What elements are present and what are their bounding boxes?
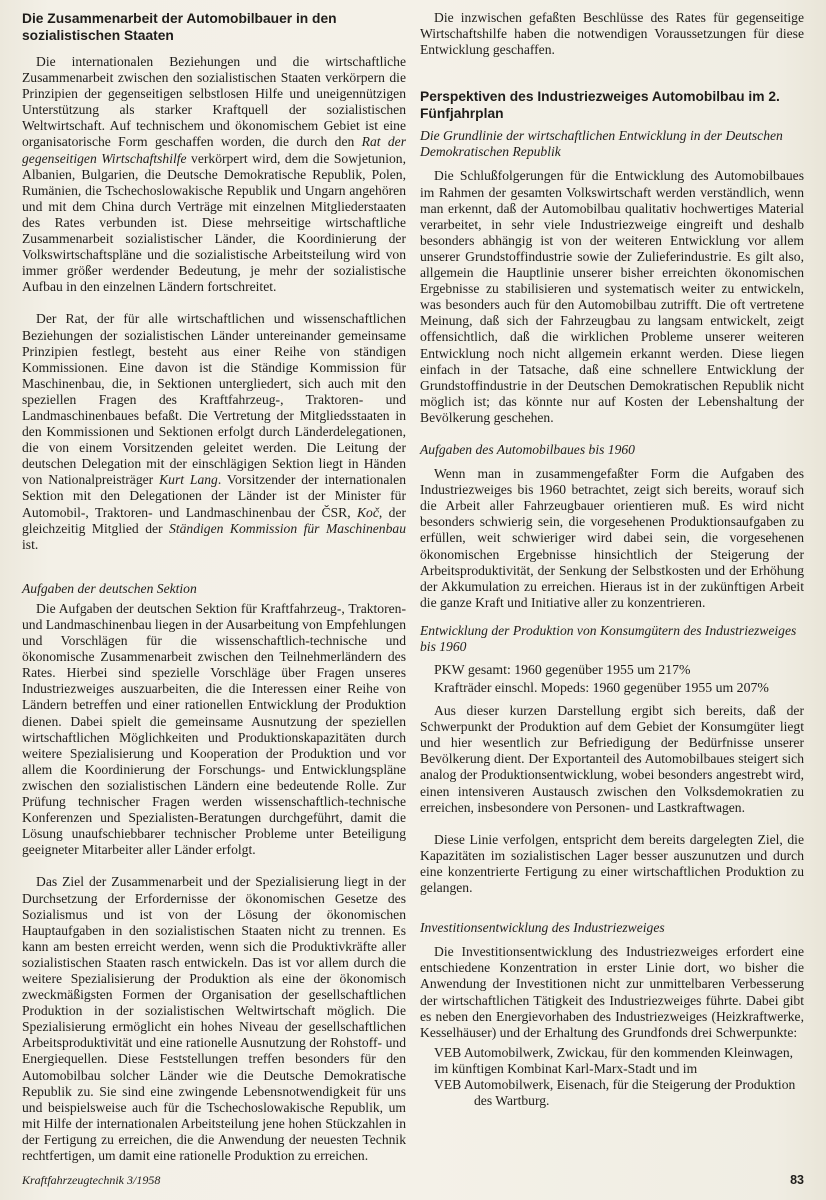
paragraph: Die Schlußfolgerungen für die Entwicklung des Automobilbaues im Rahmen der gesamten Volkswirtschaft werden verständlich, wenn man erkennt, daß der Automobilbau qualitativ hochwertiges Material verarbeitet, in sehr viele Industriezweige eingreift und deshalb besonders abhängig ist von der weiteren Entwicklung vor allem unserer Grundstoffindustrie sowie der Zulieferindustrie. Es gilt also, allgemein die Hauptlinie unserer bisher erreichten ökonomischen Ergebnisse zu stabilisieren und systematisch weiter zu entwickeln, was besonders auch für den Automobilbau zutrifft. Die oft vertretene Meinung, daß sich der Fahrzeugbau zu langsam entwickelt, zeigt offensichtlich, daß die wirklichen Probleme unserer weiteren Entwicklung noch nicht allgemein erkannt werden. Diese liegen einfach in der Tatsache, daß eine schnellere Entwicklung der Grundstoffindustrie in der Deutschen Demokratischen Republik nicht möglich ist; das könnte nur auf Kosten der Lebenshaltung der Bevölkerung geschehen. xyxy=(420,168,804,425)
left-column xyxy=(22,10,406,1164)
italic-text: Kurt Lang xyxy=(159,472,218,488)
text-run: verkörpert wird, dem die Sowjetunion, Albanien, Bulgarien, die Deutsche Demokratische Republik, Polen, Rumänien, die Tschechoslowakische Republik und Ungarn angehören und mit dem China durch Verträge mit einzelnen Mitgliederstaaten des Rates verbunden ist. Diese mehrseitige wirtschaftliche Zusammenarbeit sozialistischer Länder, die Koordinierung der Volkswirtschaftspläne und die sozialistische Arbeitsteilung wird von immer größer werdender Bedeutung, je mehr der sozialistische Aufbau in den einzelnen Ländern fortschreitet. xyxy=(22,150,406,295)
list-item: VEB Automobilwerk, Zwickau, für den kommenden Kleinwagen, xyxy=(434,1044,794,1060)
italic-text: Rat der gegenseitigen Wirtschaftshilfe xyxy=(22,134,406,166)
text-run: Der Rat, der für alle wirtschaftlichen und wissenschaftlichen Beziehungen der sozialistischen Länder untereinander gemeinsame Prinzipien festlegt, besteht aus einer Reihe von ständigen Kommissionen. Eine davon ist die Ständige Kommission für Maschinenbau, die, in Sektionen untergliedert, sich auch mit den speziellen Fragen des Kraftfahrzeug-, Traktoren- und Landmaschinenbaues befaßt. Die Vertretung der Mitgliedsstaaten in den Kommissionen und Sektionen erfolgt durch Länderdelegationen, die von einem Vorsitzenden geleitet werden. Die Leitung der deutschen Delegation mit der einschlägigen Sektion liegt in Händen von Nationalpreisträger xyxy=(22,311,406,488)
text-run: Die internationalen Beziehungen und die wirtschaftliche Zusammenarbeit zwischen den sozialistischen Staaten verkörpern die Prinzipien der gegenseitigen selbstlosen Hilfe und uneigennützigen Unterstützung als starker Kraftquell der sozialistischen Weltwirtschaft. Auf technischem und ökonomischem Gebiet ist eine organisatorische Form geschaffen worden, die durch den xyxy=(22,54,406,150)
paragraph: Die Investitionsentwicklung des Industriezweiges erfordert eine entschiedene Konzentration in erster Linie dort, wo bisher die Anwendung der Investitionen nicht zur unmittelbaren Verbesserung der wirtschaftlichen Tätigkeit des Industriezweiges führte. Dabei gibt es neben den Energievorhaben des Industriezweiges (Heizkraftwerke, Kesselhäuser) und der Erhaltung des Grundfonds drei Schwerpunkte: xyxy=(420,944,804,1040)
subheading-german-section: Aufgaben der deutschen Sektion xyxy=(22,580,197,596)
paragraph: Wenn man in zusammengefaßter Form die Aufgaben des Industriezweiges bis 1960 betrachtet, zeigt sich bereits, worauf sich die Arbeit aller Fahrzeugbauer orientieren muß. Es wird nicht besonders schwierig sein, die vorgesehenen Produktionsaufgaben zu erfüllen, weit schwieriger wird dabei sein, die vorgesehenen ökonomischen Ergebnisse hinsichtlich der Steigerung der Arbeitsproduktivität, der Senkung der Selbstkosten und der Erhöhung der Akkumulation zu erreichen. Hieraus ist in der zukünftigen Arbeit die ganze Kraft und Initiative aller zu konzentrieren. xyxy=(420,466,804,610)
production-stats xyxy=(434,661,804,697)
paragraph: Diese Linie verfolgen, entspricht dem bereits dargelegten Ziel, die Kapazitäten im sozialistischen Lager besser auszunutzen und durch eine konzentrierte Fertigung zu einer wirtschaftlichen Produktion zu gelangen. xyxy=(420,831,804,896)
paragraph xyxy=(22,311,406,552)
list-item: im künftigen Kombinat Karl-Marx-Stadt und im xyxy=(434,1060,698,1076)
text-run: ist. xyxy=(22,536,39,552)
subheading-consumer-goods: Entwicklung der Produktion von Konsumgütern des Industriezweiges bis 1960 xyxy=(420,622,797,654)
page-number: 83 xyxy=(790,1173,804,1187)
subheading-basic-line: Die Grundlinie der wirtschaftlichen Entwicklung in der Deutschen Demokratischen Republik xyxy=(420,128,783,160)
paragraph: Die Aufgaben der deutschen Sektion für Kraftfahrzeug-, Traktoren- und Landmaschinenbau liegen in der Ausarbeitung von Empfehlungen und Vorschlägen für die wissenschaftlich-technische und ökonomische Zusammenarbeit zwischen den Teilnehmerländern des Rates. Hierbei sind spezielle Vorschläge über Fragen unseres Industriezweiges auszuarbeiten, die die Interessen einer Reihe von Ländern betreffen und einer rationellen Entwicklung der Produktion dienen. Dabei spielt die gemeinsame Ausnutzung der speziellen wirtschaftlichen Möglichkeiten und Produktionskapazitäten durch weitere Spezialisierung und Kooperation der Produktion und vor allem die Koordinierung der Forschungs- und Entwicklungspläne zwischen den sozialistischen Ländern eine bedeutende Rolle. Zur Prüfung technischer Fragen werden wissenschaftlich-technische Konferenzen und Spezialisten-Beratungen durchgeführt, damit die Lösung unaufschiebbarer technischer Probleme unter Beteiligung geeigneter Mitarbeiter aller Länder erfolgt. xyxy=(22,600,406,858)
focus-list xyxy=(434,1045,804,1109)
italic-text: Koč xyxy=(356,504,379,520)
stat-motorcycles: Krafträder einschl. Mopeds: 1960 gegenüber 1955 um 207% xyxy=(434,680,769,696)
section-heading-perspectives: Perspektiven des Industriezweiges Automobilbau im 2. Fünfjahrplan xyxy=(420,89,780,122)
paragraph: Die inzwischen gefaßten Beschlüsse des Rates für gegenseitige Wirtschaftshilfe haben die notwendigen Voraussetzungen für diese Entwicklung geschaffen. xyxy=(420,10,804,58)
paragraph: Aus dieser kurzen Darstellung ergibt sich bereits, daß der Schwerpunkt der Produktion auf dem Gebiet der Konsumgüter liegt und hier wesentlich zur Befriedigung der Bedürfnisse unserer Bevölkerung dient. Der Exportanteil des Automobilbaues steigert sich analog der Produktionsentwicklung, wobei besonders angestrebt wird, einen intensiveren Austausch zwischen den Volksdemokratien zu erreichen, insbesondere von Personen- und Lastkraftwagen. xyxy=(420,703,804,815)
right-column xyxy=(420,10,804,1109)
subheading-tasks-1960: Aufgaben des Automobilbaues bis 1960 xyxy=(420,441,635,457)
section-heading-cooperation: Die Zusammenarbeit der Automobilbauer in den sozialistischen Staaten xyxy=(22,11,337,43)
text-run: . Vorsitzender der internationalen Sektion mit den Delegationen der Länder ist der Minister für Automobil-, Traktoren- und Landmaschinenbau der ČSR, xyxy=(22,472,406,520)
stat-pkw: PKW gesamt: 1960 gegenüber 1955 um 217% xyxy=(434,662,691,678)
paragraph: Das Ziel der Zusammenarbeit und der Spezialisierung liegt in der Durchsetzung der Erfordernisse der ökonomischen Gesetze des Sozialismus und ist von der Lösung der ökonomischen Hauptaufgaben in den sozialistischen Staaten nicht zu trennen. Es kann am besten erreicht werden, wenn sich die Produktivkräfte aller sozialistischen Staaten rasch entwickeln. Das ist vor allem durch die weitere Spezialisierung der Produktion als eine der ökonomisch zweckmäßigsten Formen der Organisation der gesellschaftlichen Produktion in der sozialistischen Weltwirtschaft möglich. Die Spezialisierung ermöglicht ein hohes Niveau der gesellschaftlichen Arbeitsproduktivität und eine rationelle Ausnutzung der Rohstoff- und Energiequellen. Diese Feststellungen treffen besonders für den Automobilbau solcher Länder wie die Deutsche Demokratische Republik zu. Sie sind eine zwingende Lebensnotwendigkeit für uns und beispielsweise auch für die Tschechoslowakische Republik, um mit Hilfe der internationalen Arbeitsteilung jene hohen Stückzahlen in der Fertigung zu erreichen, die die Anwendung der neuesten Technik rechtfertigen, um damit eine rationelle Produktion zu erreichen. xyxy=(22,874,406,1163)
subheading-investment: Investitionsentwicklung des Industriezweiges xyxy=(420,920,665,936)
text-run: , der gleichzeitig Mitglied der xyxy=(22,504,406,536)
magazine-issue: Kraftfahrzeugtechnik 3/1958 xyxy=(22,1173,161,1187)
italic-text: Ständigen Kommission für Maschinenbau xyxy=(169,520,406,536)
paragraph xyxy=(22,54,406,295)
list-item: VEB Automobilwerk, Eisenach, für die Steigerung der Produktion des Wartburg. xyxy=(434,1076,796,1109)
